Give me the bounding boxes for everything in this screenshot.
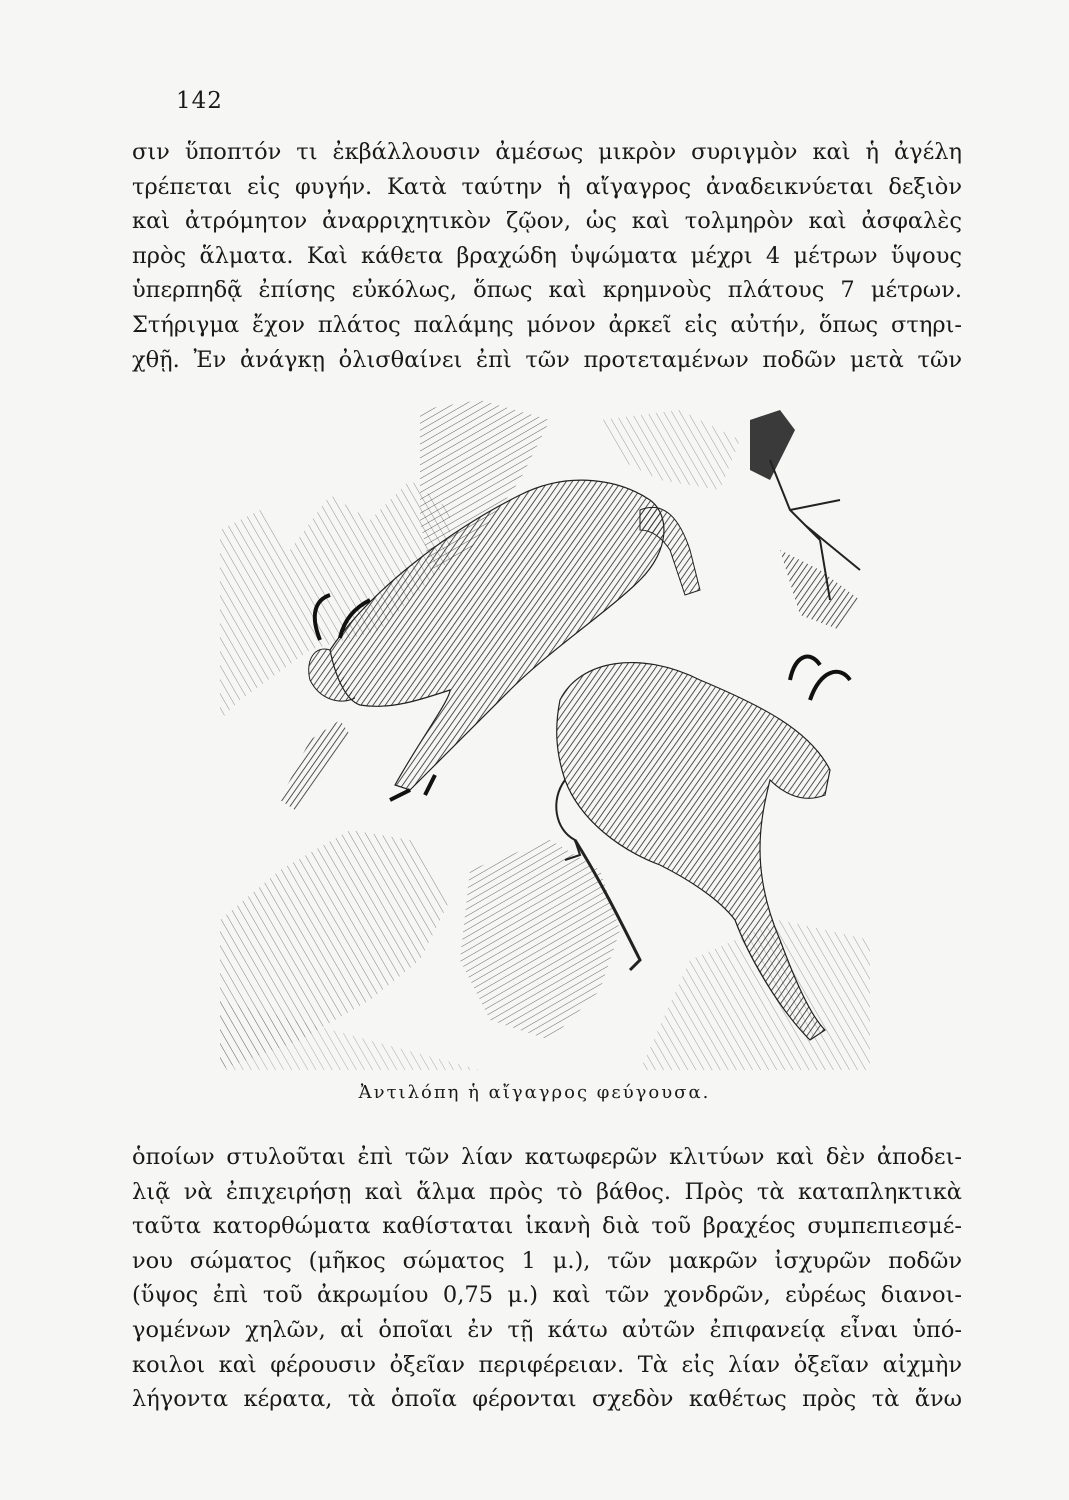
text-line: ὑπερπηδᾷ ἐπίσης εὐκόλως, ὅπως καὶ κρημνοὺς πλάτους 7 μέτρων. [132, 277, 962, 304]
text-line: Στήριγμα ἔχον πλάτος παλάμης μόνον ἀρκεῖ εἰς αὐτήν, ὅπως στηρι- [132, 311, 962, 338]
text-line: ταῦτα κατορθώματα καθίσταται ἱκανὴ διὰ τοῦ βραχέος συμπεπιεσμέ- [132, 1213, 962, 1240]
chamois-engraving [220, 400, 870, 1070]
figure-caption: Ἀντιλόπη ἡ αἴγαγρος φεύγουσα. [358, 1082, 711, 1103]
text-line: λιᾷ νὰ ἐπιχειρήσῃ καὶ ἅλμα πρὸς τὸ βάθος. Πρὸς τὰ καταπληκτικὰ [132, 1178, 962, 1205]
text-line: καὶ ἀτρόμητον ἀναρριχητικὸν ζῷον, ὡς καὶ τολμηρὸν καὶ ἀσφαλὲς [132, 208, 962, 235]
text-line: σιν ὕποπτόν τι ἐκβάλλουσιν ἀμέσως μικρὸν συριγμὸν καὶ ἡ ἀγέλη [132, 139, 962, 165]
text-line: γομένων χηλῶν, αἱ ὁποῖαι ἐν τῇ κάτω αὐτῶν ἐπιφανείᾳ εἶναι ὑπό- [132, 1316, 962, 1343]
text-line: τρέπεται εἰς φυγήν. Κατὰ ταύτην ἡ αἴγαγρος ἀναδεικνύεται δεξιὸν [132, 173, 962, 200]
text-line: (ὕψος ἐπὶ τοῦ ἀκρωμίου 0,75 μ.) καὶ τῶν χονδρῶν, εὐρέως διανοι- [132, 1282, 962, 1309]
text-line: χθῇ. Ἐν ἀνάγκῃ ὀλισθαίνει ἐπὶ τῶν προτεταμένων ποδῶν μετὰ τῶν [132, 346, 962, 373]
chamois-illustration [220, 400, 870, 1070]
text-line: νου σώματος (μῆκος σώματος 1 μ.), τῶν μακρῶν ἰσχυρῶν ποδῶν [132, 1247, 962, 1274]
paragraph-top [132, 135, 962, 377]
text-line: ὁποίων στυλοῦται ἐπὶ τῶν λίαν κατωφερῶν κλιτύων καὶ δὲν ἀποδει- [132, 1144, 962, 1170]
page-number: 142 [176, 88, 223, 114]
text-line: κοιλοι καὶ φέρουσιν ὀξεῖαν περιφέρειαν. Τὰ εἰς λίαν ὀξεῖαν αἰχμὴν [132, 1351, 962, 1378]
text-line: λήγοντα κέρατα, τὰ ὁποῖα φέρονται σχεδὸν καθέτως πρὸς τὰ ἄνω [132, 1386, 962, 1413]
text-line: πρὸς ἅλματα. Καὶ κάθετα βραχώδη ὑψώματα μέχρι 4 μέτρων ὕψους [132, 242, 962, 269]
paragraph-bottom [132, 1140, 962, 1417]
